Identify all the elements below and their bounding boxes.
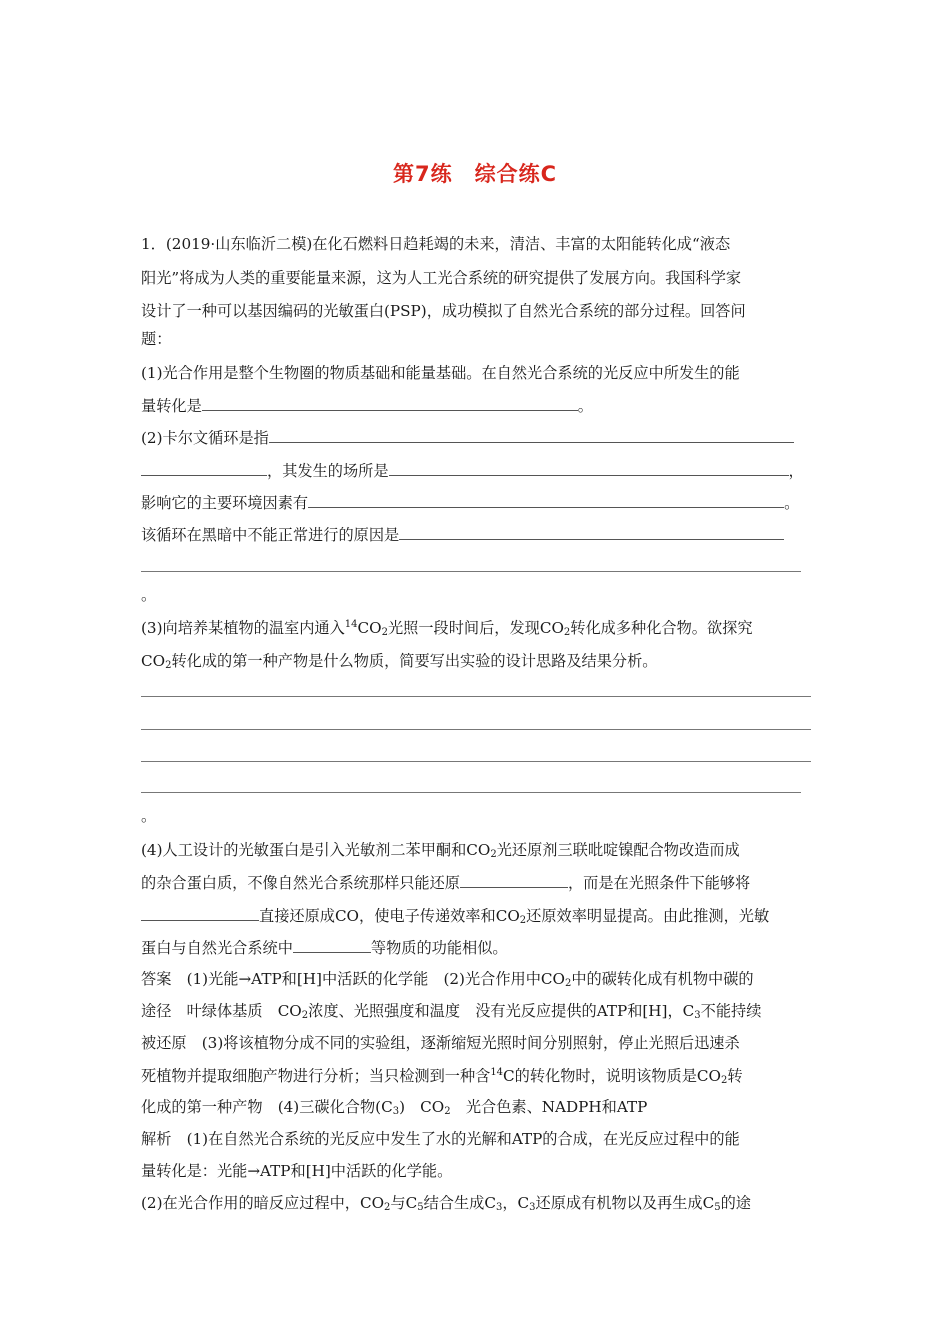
part4-line-2 [141,872,811,893]
subscript: 2 [165,660,172,671]
part1-line-1: (1)光合作用是整个生物圈的物质基础和能量基础。在自然光合系统的光反应中所发生的能 [141,364,740,382]
part4-line-4 [141,937,811,958]
answer-text: 死植物并提取细胞产物进行分析；当只检测到一种含 [141,1067,491,1085]
subscript: 2 [563,627,571,638]
analysis-text: (2)在光合作用的暗反应过程中，CO [141,1194,385,1212]
part3-end: 。 [141,807,157,825]
punctuation: 。 [577,397,593,415]
part2-prompt: (2)卡尔文循环是指 [141,429,269,447]
analysis-text: 的途 [720,1194,751,1212]
answer-blank[interactable] [141,905,259,921]
answer-line-2 [141,1001,811,1021]
answer-text: 中的碳转化成有机物中碳的 [571,970,754,988]
answer-text: 转 [727,1067,743,1085]
part3-text: 转化成的第一种产物是什么物质，简要写出实验的设计思路及结果分析。 [171,652,658,670]
answer-line[interactable] [141,761,811,762]
part4-text: 光还原剂三联吡啶镍配合物改造而成 [496,841,740,859]
part3-line-2 [141,651,811,671]
part1-line-2 [141,395,811,416]
analysis-text: 与C [390,1194,418,1212]
answer-text: 途径 叶绿体基质 CO [141,1002,302,1020]
answer-line[interactable] [141,696,811,697]
question-stem-line-1: 1．(2019·山东临沂二模)在化石燃料日趋耗竭的未来，清洁、丰富的太阳能转化成“液态 [141,235,731,253]
answer-line-5 [141,1097,811,1117]
answer-text: 答案 (1)光能→ATP和[H]中活跃的化学能 (2)光合作用中CO [141,970,565,988]
answer-blank[interactable] [308,492,784,508]
part4-text: 等物质的功能相似。 [370,939,508,957]
subscript: 5 [714,1202,721,1213]
punctuation: 。 [784,494,800,512]
part2-end: 。 [141,586,157,604]
part4-text: 还原效率明显提高。由此推测，光敏 [526,907,770,925]
part3-text: (3)向培养某植物的温室内通入 [141,619,345,637]
part2-line-4 [141,524,811,545]
part1-prompt: 量转化是 [141,397,202,415]
isotope-superscript: 14 [490,1067,504,1078]
part2-line-1 [141,427,811,448]
part2-reason-prompt: 该循环在黑暗中不能正常进行的原因是 [141,526,400,544]
subscript: 3 [529,1202,536,1213]
subscript: 2 [384,1202,391,1213]
answer-line[interactable] [141,792,801,793]
part4-text: ，而是在光照条件下能够将 [567,874,751,892]
part3-text: CO [357,619,382,637]
answer-blank[interactable] [399,524,784,540]
question-stem-line-4: 题： [141,330,172,348]
part4-line-3 [141,905,811,926]
answer-blank[interactable] [460,872,568,888]
part2-location-prompt: ，其发生的场所是 [267,462,389,480]
answer-blank[interactable] [202,395,578,411]
analysis-line-1: 解析 (1)在自然光合系统的光反应中发生了水的光解和ATP的合成，在光反应过程中的能 [141,1130,740,1148]
subscript: 2 [721,1075,728,1086]
answer-line[interactable] [141,571,801,572]
subscript: 2 [564,978,572,989]
punctuation: ， [788,462,804,480]
answer-line-4 [141,1066,811,1086]
answer-text: 化成的第一种产物 (4)三碳化合物(C [141,1098,393,1116]
part4-text: (4)人工设计的光敏蛋白是引入光敏剂二苯甲酮和CO [141,841,491,859]
subscript: 5 [417,1202,424,1213]
isotope-superscript: 14 [344,619,358,630]
question-stem-line-3: 设计了一种可以基因编码的光敏蛋白(PSP)，成功模拟了自然光合系统的部分过程。回答问 [141,302,746,320]
part3-text: 转化成多种化合物。欲探究 [570,619,753,637]
answer-line[interactable] [141,729,811,730]
answer-text: 浓度、光照强度和温度 没有光反应提供的ATP和[H]，C [308,1002,695,1020]
answer-blank[interactable] [293,937,371,953]
part3-line-1 [141,618,811,638]
answer-text: 不能持续 [700,1002,762,1020]
answer-blank[interactable] [389,460,789,476]
part2-factors-prompt: 影响它的主要环境因素有 [141,494,309,512]
subscript: 2 [381,627,388,638]
part4-line-1 [141,840,811,860]
answer-text: ) CO [399,1098,445,1116]
subscript: 3 [495,1202,503,1213]
part3-text: 光照一段时间后，发现CO [387,619,564,637]
subscript: 2 [301,1010,309,1021]
subscript: 2 [519,915,527,926]
analysis-line-3 [141,1193,811,1213]
analysis-text: 还原成有机物以及再生成C [535,1194,715,1212]
answer-blank[interactable] [269,427,794,443]
question-stem-line-2: 阳光”将成为人类的重要能量来源，这为人工光合系统的研究提供了发展方向。我国科学家 [141,269,742,287]
page-title: 第7练 综合练C [392,162,558,186]
part4-text: 的杂合蛋白质，不像自然光合系统那样只能还原 [141,874,460,892]
part2-line-2 [141,460,811,481]
analysis-text: 结合生成C [423,1194,496,1212]
subscript: 3 [694,1010,701,1021]
answer-blank[interactable] [141,460,267,476]
subscript: 2 [444,1106,451,1117]
part4-text: 直接还原成CO，使电子传递效率和CO [259,907,520,925]
part4-text: 蛋白与自然光合系统中 [141,939,293,957]
answer-text: 光合色素、NADPH和ATP [450,1098,648,1116]
answer-line-3: 被还原 (3)将该植物分成不同的实验组，逐渐缩短光照时间分别照射，停止光照后迅速杀 [141,1034,740,1052]
subscript: 2 [490,849,497,860]
part2-line-3 [141,492,811,513]
analysis-text: ，C [502,1194,530,1212]
part3-text: CO [141,652,166,670]
answer-text: C的转化物时，说明该物质是CO [503,1067,721,1085]
answer-line-1 [141,969,811,989]
analysis-line-2: 量转化是：光能→ATP和[H]中活跃的化学能。 [141,1162,453,1180]
subscript: 3 [392,1106,400,1117]
